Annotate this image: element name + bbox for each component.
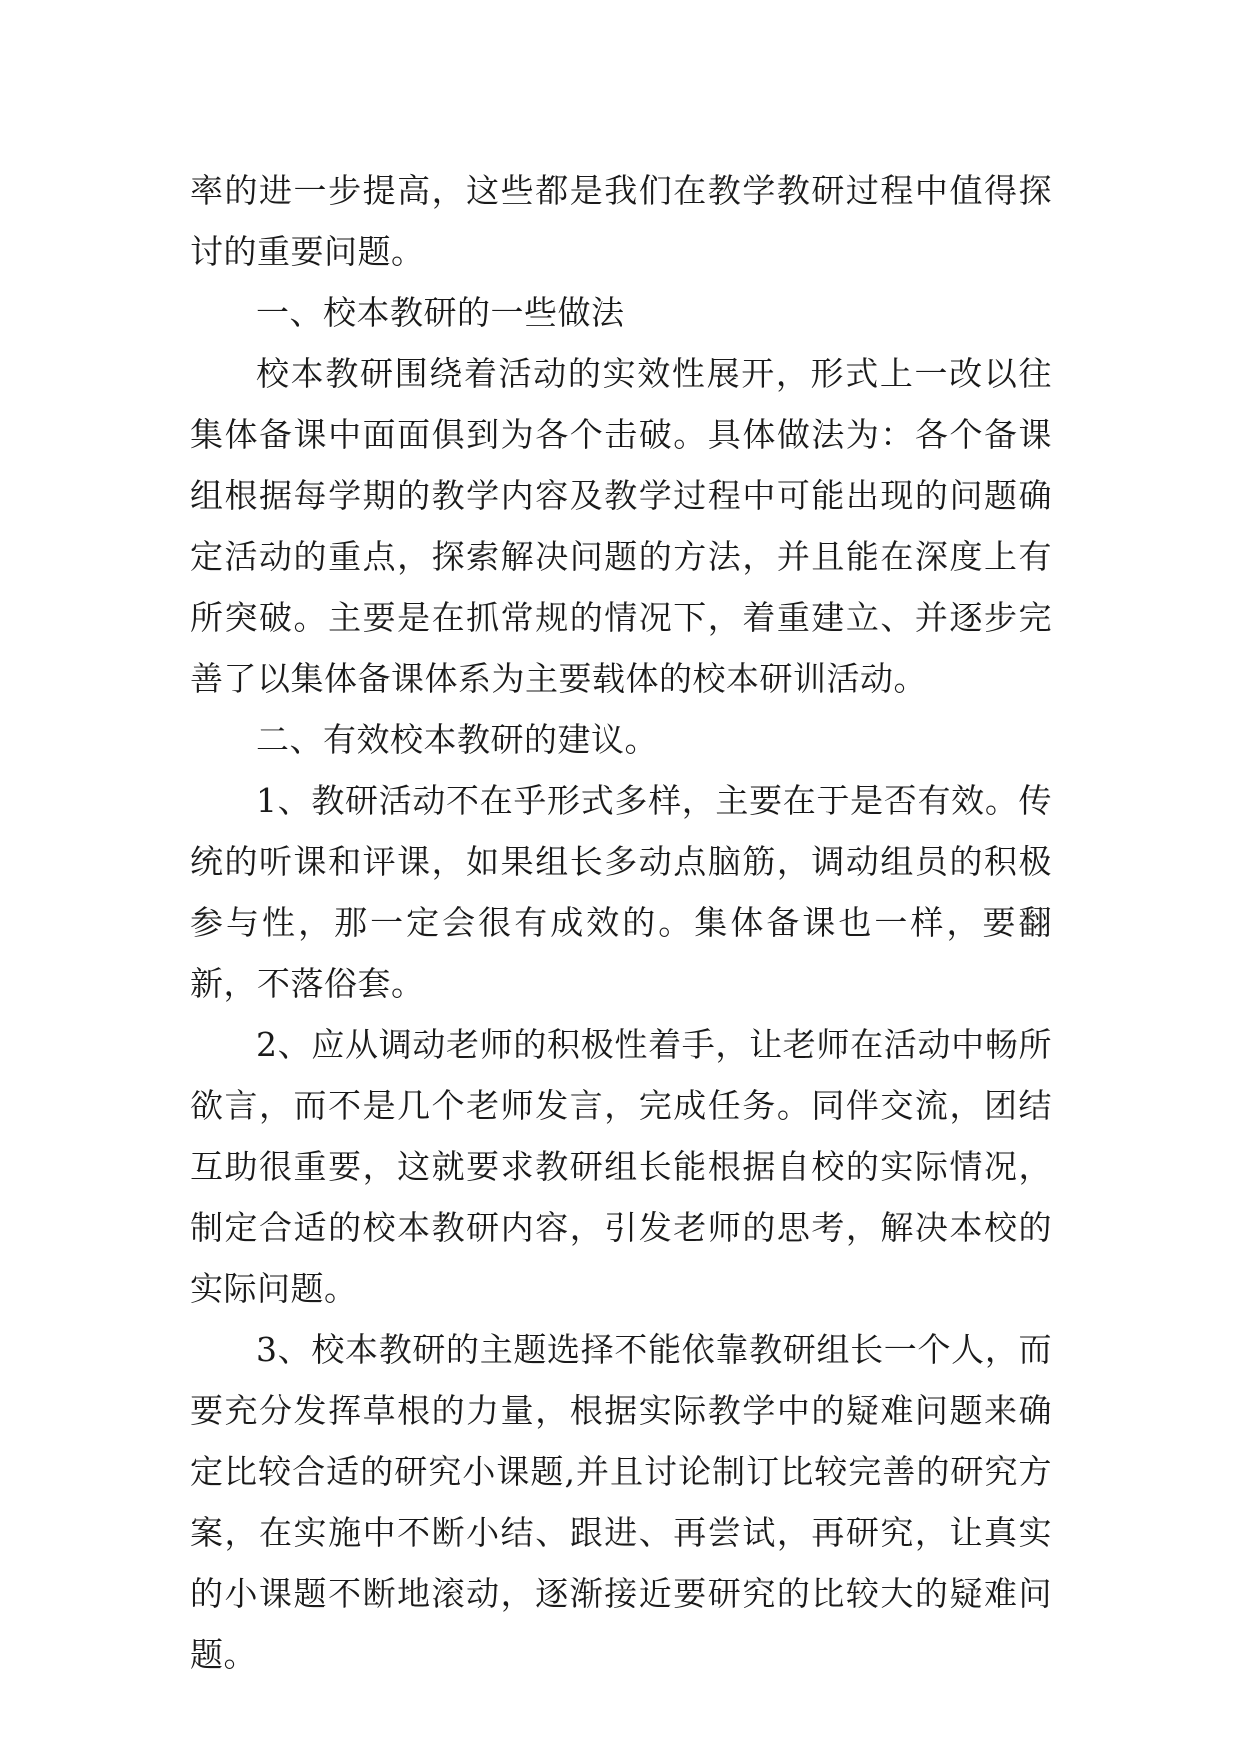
- document-body: [190, 160, 1052, 1685]
- paragraph-practices: 校本教研围绕着活动的实效性展开，形式上一改以往集体备课中面面俱到为各个击破。具体做法为：各个备课组根据每学期的教学内容及教学过程中可能出现的问题确定活动的重点，探索解决问题的方法，并且能在深度上有所突破。主要是在抓常规的情况下，着重建立、并逐步完善了以集体备课体系为主要载体的校本研训活动。: [190, 354, 1052, 698]
- paragraph-suggestion-2: 2、应从调动老师的积极性着手，让老师在活动中畅所欲言，而不是几个老师发言，完成任务。同伴交流，团结互助很重要，这就要求教研组长能根据自校的实际情况，制定合适的校本教研内容，引发老师的思考，解决本校的实际问题。: [190, 1025, 1052, 1308]
- paragraph-suggestion-3: 3、校本教研的主题选择不能依靠教研组长一个人，而要充分发挥草根的力量，根据实际教学中的疑难问题来确定比较合适的研究小课题,并且讨论制订比较完善的研究方案，在实施中不断小结、跟进、再尝试，再研究，让真实的小课题不断地滚动，逐渐接近要研究的比较大的疑难问题。: [190, 1330, 1052, 1674]
- paragraph-suggestion-1: 1、教研活动不在乎形式多样，主要在于是否有效。传统的听课和评课，如果组长多动点脑筋，调动组员的积极参与性，那一定会很有成效的。集体备课也一样，要翻新，不落俗套。: [190, 781, 1052, 1003]
- section-heading-practices: 一、校本教研的一些做法: [256, 293, 625, 332]
- section-heading-suggestions: 二、有效校本教研的建议。: [256, 720, 658, 759]
- paragraph-continuation: 率的进一步提高，这些都是我们在教学教研过程中值得探讨的重要问题。: [190, 171, 1052, 271]
